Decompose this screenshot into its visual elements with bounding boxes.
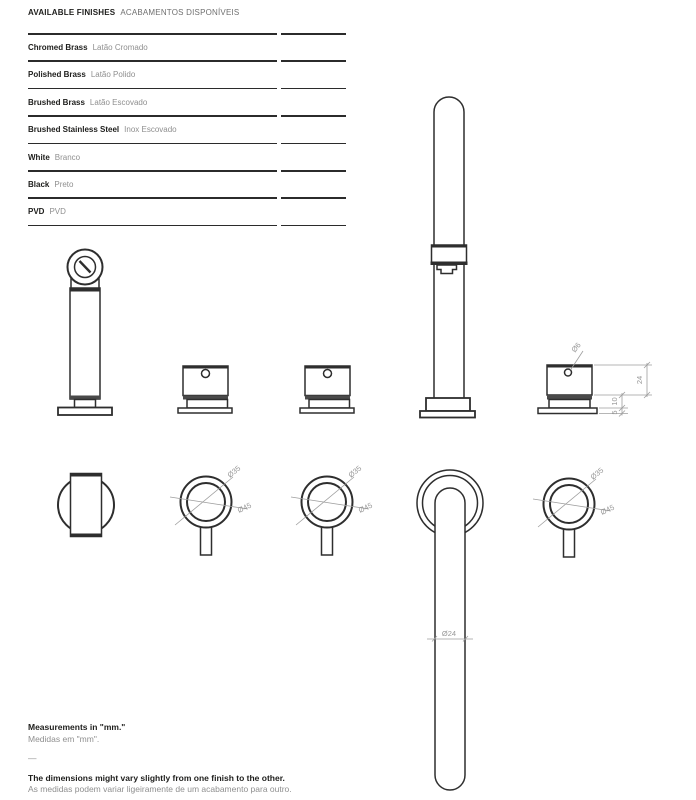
finish-name-en: Polished Brass: [28, 70, 86, 80]
dim-label-inner-diameter: Ø35: [588, 465, 606, 482]
valve-side-view: [58, 250, 112, 416]
dim-label-base-height: 5: [610, 410, 619, 415]
dim-label-outer-diameter: Ø45: [236, 500, 253, 515]
handle-base-plate: [538, 408, 597, 414]
finish-name-en: Brushed Stainless Steel: [28, 125, 120, 135]
finish-name-pt: PVD: [49, 207, 66, 217]
handle-top-view-2: [291, 464, 374, 555]
spout-side-view: [420, 97, 475, 418]
finish-name-pt: Inox Escovado: [124, 125, 177, 135]
handle-skirt: [187, 400, 228, 409]
valve-stem: [75, 400, 96, 408]
spout-base-plate: [420, 411, 475, 418]
finish-name-en: White: [28, 152, 50, 162]
handle-body: [183, 366, 228, 396]
finish-name-en: Brushed Brass: [28, 97, 85, 107]
dim-label-inner-diameter: Ø35: [346, 463, 364, 480]
handle-skirt: [309, 400, 350, 409]
handle-base-plate: [300, 408, 354, 413]
handle-side-view-1: [178, 366, 232, 413]
finish-name-pt: Latão Cromado: [92, 42, 148, 52]
valve-body: [70, 288, 100, 399]
dim-label-body-height: 24: [635, 375, 644, 385]
dim-label-inner-diameter: Ø35: [225, 463, 243, 480]
finish-name-pt: Latão Polido: [90, 70, 136, 80]
dim-label-skirt-height: 10: [610, 397, 619, 406]
valve-top-view: [58, 474, 114, 537]
dim-label-outer-diameter: Ø45: [599, 502, 616, 517]
measurement-notes: [28, 722, 428, 796]
handle-base-plate: [178, 408, 232, 413]
valve-base-plate: [58, 408, 112, 416]
handle-body: [305, 366, 350, 396]
notes-divider: —: [28, 753, 37, 763]
finish-name-en: PVD: [28, 207, 45, 217]
spout-base-upper: [426, 398, 470, 411]
finish-name-pt: Branco: [54, 152, 81, 162]
unit-note-en: Measurements in "mm.": [28, 722, 126, 732]
handle-top-view-3: [533, 466, 616, 557]
spout-collar: [432, 245, 467, 263]
finishes-title-en: AVAILABLE FINISHES: [28, 8, 116, 17]
handle-top-view-1: [170, 464, 253, 555]
dim-label-tube-diameter: Ø24: [441, 629, 457, 638]
finish-name-en: Chromed Brass: [28, 42, 88, 52]
finish-name-en: Black: [28, 179, 50, 189]
unit-note-pt: Medidas em "mm".: [28, 733, 100, 744]
dim-label-hole-diameter: Ø6: [569, 340, 583, 355]
handle-side-view-dimensioned: [538, 341, 652, 417]
dim-label-outer-diameter: Ø45: [357, 500, 374, 515]
variance-note-en: The dimensions might vary slightly from one finish to the other.: [28, 772, 285, 783]
handle-skirt: [549, 400, 590, 409]
variance-note-pt: As medidas podem variar ligeiramente de um acabamento para outro.: [28, 784, 292, 794]
finishes-title-pt: ACABAMENTOS DISPONÍVEIS: [120, 8, 240, 17]
handle-side-view-2: [300, 366, 354, 413]
finish-name-pt: Preto: [54, 179, 74, 189]
valve-body-top: [71, 474, 102, 537]
finish-name-pt: Latão Escovado: [89, 97, 148, 107]
